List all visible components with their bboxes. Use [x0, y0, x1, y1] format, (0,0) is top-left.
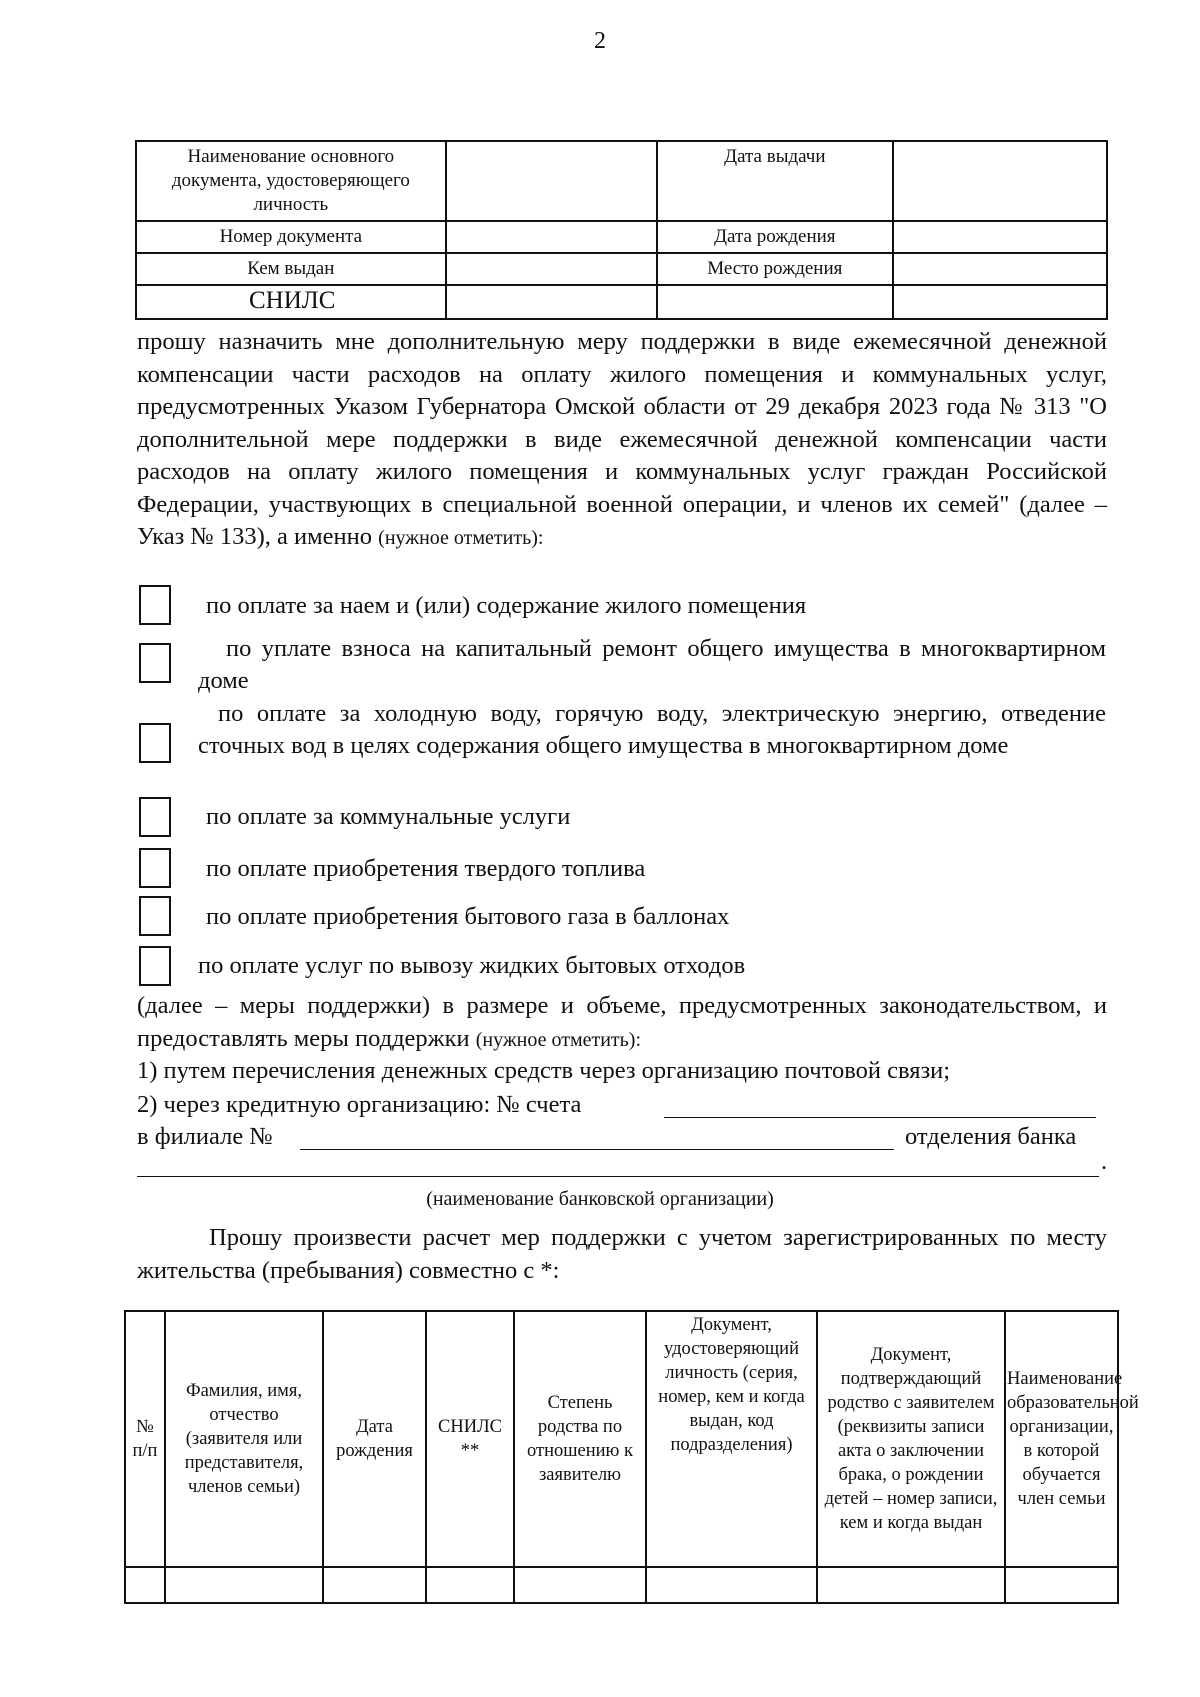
- option-checkbox-4[interactable]: [139, 797, 171, 837]
- issued-by-field[interactable]: [446, 253, 657, 285]
- payment-note: (нужное отметить):: [475, 1028, 642, 1051]
- family-table: [124, 1310, 1139, 1604]
- option-label-6: по оплате приобретения бытового газа в баллонах: [206, 903, 730, 930]
- calc-request-paragraph: Прошу произвести расчет мер поддержки с учетом зарегистрированных по месту жительства (пребывания) совместно с *:: [137, 1224, 1107, 1284]
- column-header-relation: Степень родства по отношению к заявителю: [514, 1311, 646, 1567]
- snils-extra-field-2[interactable]: [893, 285, 1107, 319]
- birth-date-field[interactable]: [893, 221, 1107, 253]
- option-checkbox-1[interactable]: [139, 585, 171, 625]
- option-label-1: по оплате за наем и (или) содержание жилого помещения: [206, 592, 807, 619]
- option-label-2: по уплате взноса на капитальный ремонт общего имущества в многоквартирном доме: [198, 635, 1106, 694]
- snils-field[interactable]: [446, 285, 657, 319]
- birth-place-field[interactable]: [893, 253, 1107, 285]
- option-label-4: по оплате за коммунальные услуги: [206, 803, 571, 830]
- column-header-identity-document: Документ, удостоверяющий личность (серия, номер, кем и когда выдан, код подразделения): [646, 1311, 817, 1567]
- doc-number-field[interactable]: [446, 221, 657, 253]
- cell-birth-date[interactable]: [323, 1567, 426, 1603]
- account-number-field[interactable]: [664, 1090, 1096, 1118]
- family-table-header-row: [125, 1311, 1118, 1567]
- column-header-education-org: Наименование образовательной организации, в которой обучается член семьи: [1005, 1311, 1118, 1567]
- family-table-row: [125, 1567, 1118, 1603]
- option-label-3: по оплате за холодную воду, горячую воду, электрическую энергию, отведение сточных вод в целях содержания общего имущества в многоквартирном доме: [198, 700, 1106, 759]
- request-text: прошу назначить мне дополнительную меру поддержки в виде ежемесячной денежной компенсации части расходов на оплату жилого помещения и коммунальных услуг, предусмотренных Указом Губернатора Омской области от 29 декабря 2023 года № 313 "О дополнительной мере поддержки в виде ежемесячной денежной компенсации части расходов на оплату жилого помещения и коммунальных услуг граждан Российской Федерации, участвующих в специальной военной операции, и членов их семей" (далее – Указ № 133), а именно: [137, 328, 1107, 550]
- option-label-7: по оплате услуг по вывозу жидких бытовых отходов: [198, 952, 746, 979]
- page-number: 2: [594, 28, 606, 54]
- cell-education-org[interactable]: [1005, 1567, 1118, 1603]
- snils-extra-field-1[interactable]: [657, 285, 893, 319]
- doc-name-field[interactable]: [446, 141, 657, 221]
- doc-number-label: Номер документа: [136, 221, 446, 253]
- issue-date-field[interactable]: [893, 141, 1107, 221]
- payment-paragraph: [137, 990, 1107, 1056]
- payment-method-1: 1) путем перечисления денежных средств через организацию почтовой связи;: [137, 1057, 951, 1084]
- option-checkbox-5[interactable]: [139, 848, 171, 888]
- snils-label: СНИЛС: [136, 285, 446, 319]
- issue-date-label: Дата выдачи: [657, 141, 893, 221]
- branch-suffix: отделения банка: [905, 1123, 1077, 1150]
- option-checkbox-6[interactable]: [139, 896, 171, 936]
- issued-by-label: Кем выдан: [136, 253, 446, 285]
- column-header-number: № п/п: [125, 1311, 165, 1567]
- cell-number[interactable]: [125, 1567, 165, 1603]
- identity-table: [135, 140, 1108, 320]
- option-label-5: по оплате приобретения твердого топлива: [206, 855, 646, 882]
- option-checkbox-7[interactable]: [139, 946, 171, 986]
- cell-kinship-document[interactable]: [817, 1567, 1005, 1603]
- payment-method-2-label: 2) через кредитную организацию: № счета: [137, 1091, 582, 1118]
- column-header-birth-date: Дата рождения: [323, 1311, 426, 1567]
- branch-label: в филиале №: [137, 1123, 273, 1150]
- bank-name-caption: (наименование банковской организации): [426, 1188, 774, 1210]
- doc-name-label: Наименование основного документа, удостоверяющего личность: [136, 141, 446, 221]
- branch-number-field[interactable]: [300, 1122, 894, 1150]
- birth-place-label: Место рождения: [657, 253, 893, 285]
- bank-name-end-dot: .: [1101, 1148, 1108, 1175]
- bank-name-field[interactable]: [137, 1148, 1099, 1177]
- cell-snils[interactable]: [426, 1567, 514, 1603]
- request-paragraph: [137, 326, 1107, 555]
- column-header-full-name: Фамилия, имя, отчество (заявителя или представителя, членов семьи): [165, 1311, 323, 1567]
- payment-intro: (далее – меры поддержки) в размере и объеме, предусмотренных законодательством, и предоставлять меры поддержки: [137, 992, 1107, 1052]
- cell-full-name[interactable]: [165, 1567, 323, 1603]
- birth-date-label: Дата рождения: [657, 221, 893, 253]
- option-checkbox-3[interactable]: [139, 723, 171, 763]
- cell-identity-document[interactable]: [646, 1567, 817, 1603]
- option-checkbox-2[interactable]: [139, 643, 171, 683]
- column-header-kinship-document: Документ, подтверждающий родство с заявителем (реквизиты записи акта о заключении брака, о рождении детей – номер записи, кем и когда выдан: [817, 1311, 1005, 1567]
- column-header-snils: СНИЛС **: [426, 1311, 514, 1567]
- cell-relation[interactable]: [514, 1567, 646, 1603]
- request-note: (нужное отметить):: [378, 527, 544, 549]
